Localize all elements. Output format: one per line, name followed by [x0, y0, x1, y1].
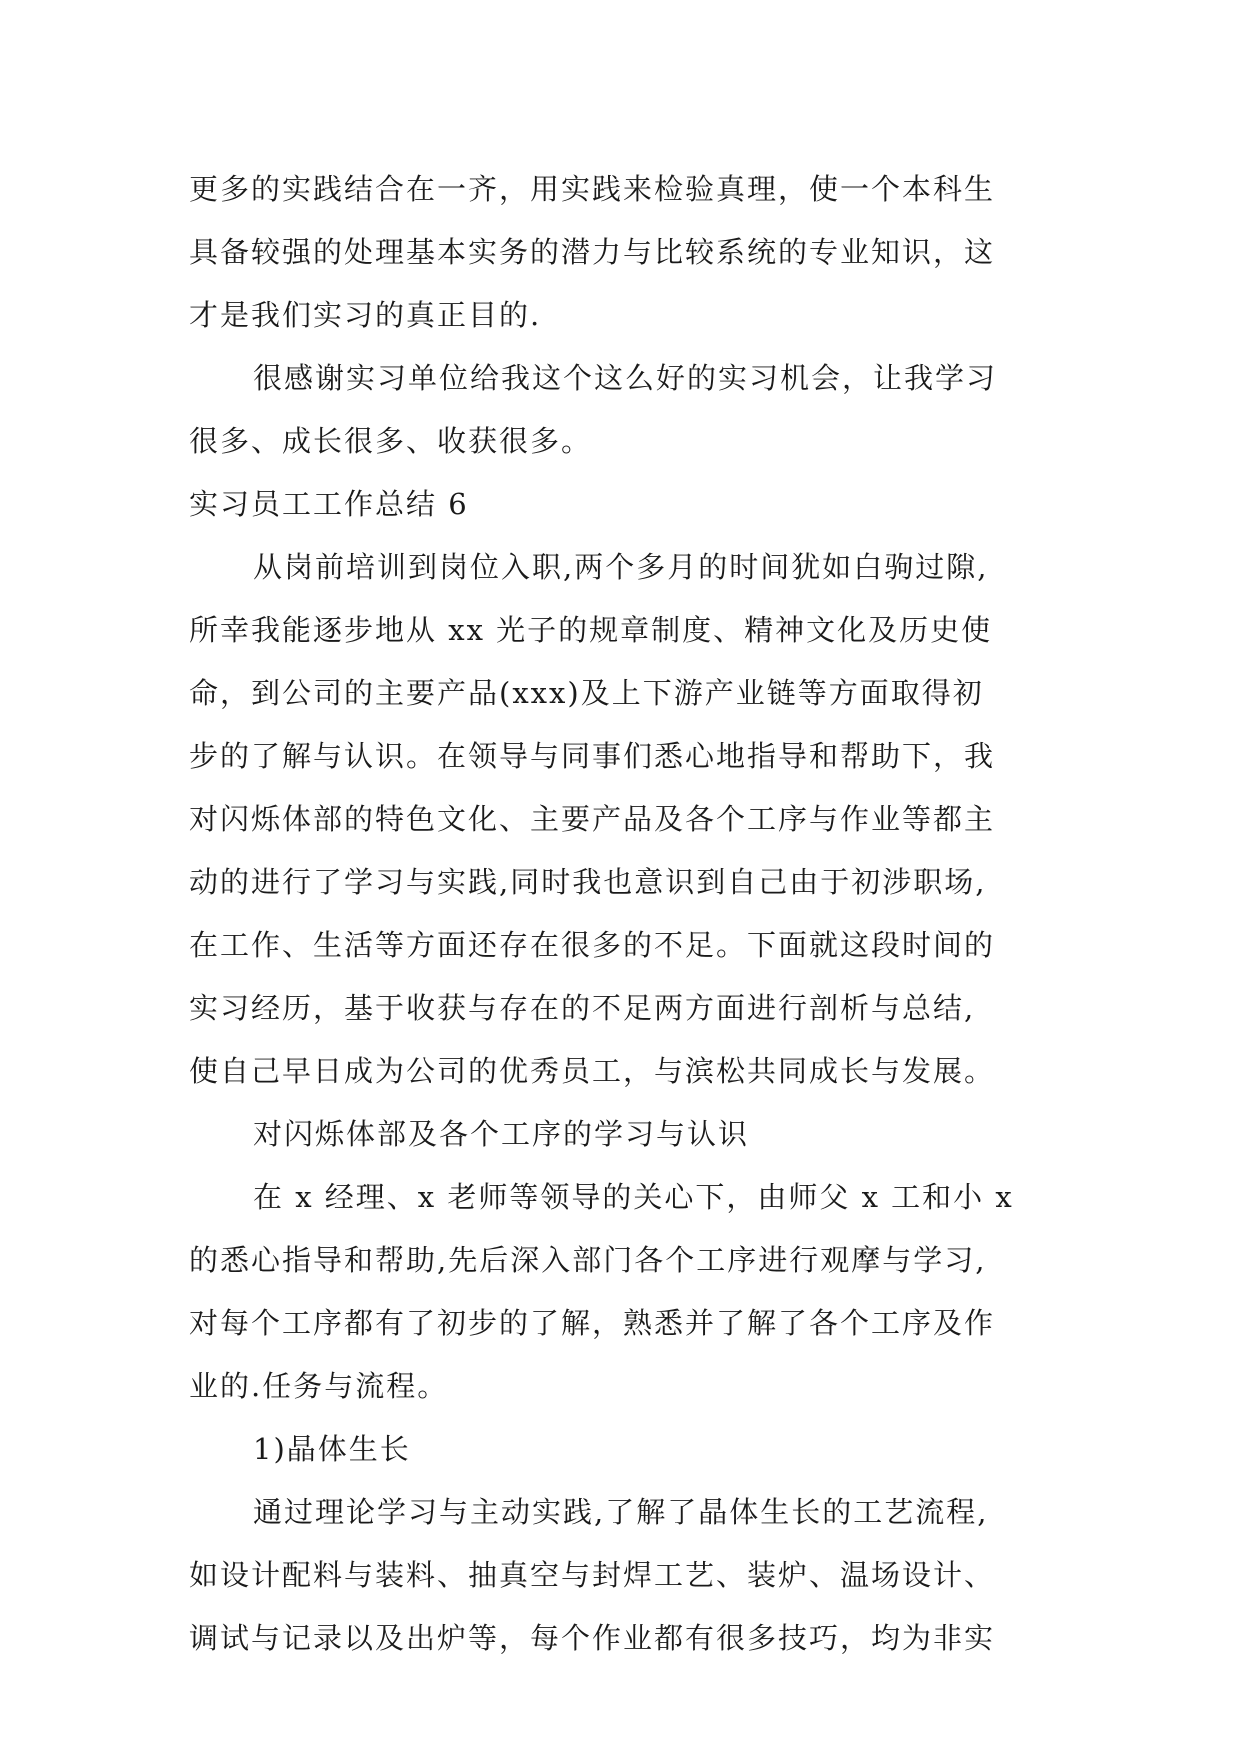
text-line: 对每个工序都有了初步的了解，熟悉并了解了各个工序及作: [189, 1306, 996, 1340]
text-line: 的悉心指导和帮助,先后深入部门各个工序进行观摩与学习,: [189, 1243, 987, 1277]
text-line: 从岗前培训到岗位入职,两个多月的时间犹如白驹过隙,: [253, 550, 989, 584]
text-line: 动的进行了学习与实践,同时我也意识到自己由于初涉职场,: [189, 865, 987, 899]
text-line: 更多的实践结合在一齐，用实践来检验真理，使一个本科生: [189, 172, 996, 206]
document-body: [189, 158, 1059, 1670]
text-line: 通过理论学习与主动实践,了解了晶体生长的工艺流程,: [253, 1495, 989, 1529]
text-line: 对闪烁体部的特色文化、主要产品及各个工序与作业等都主: [189, 802, 996, 836]
subsection-heading: 对闪烁体部及各个工序的学习与认识: [253, 1117, 750, 1151]
text-line: 命，到公司的主要产品(xxx)及上下游产业链等方面取得初: [189, 676, 984, 710]
list-heading: 1)晶体生长: [253, 1432, 411, 1466]
text-line: 使自己早日成为公司的优秀员工，与滨松共同成长与发展。: [189, 1054, 996, 1088]
text-line: 具备较强的处理基本实务的潜力与比较系统的专业知识，这: [189, 235, 996, 269]
text-line: 步的了解与认识。在领导与同事们悉心地指导和帮助下，我: [189, 739, 996, 773]
text-line: 才是我们实习的真正目的.: [189, 298, 542, 332]
text-line: 很多、成长很多、收获很多。: [189, 424, 593, 458]
text-line: 所幸我能逐步地从 xx 光子的规章制度、精神文化及历史使: [189, 613, 993, 647]
text-line: 很感谢实习单位给我这个这么好的实习机会，让我学习: [253, 361, 998, 395]
section-heading: 实习员工工作总结 6: [189, 487, 469, 521]
text-line: 如设计配料与装料、抽真空与封焊工艺、装炉、温场设计、: [189, 1558, 996, 1592]
text-line: 实习经历，基于收获与存在的不足两方面进行剖析与总结,: [189, 991, 976, 1025]
text-line: 调试与记录以及出炉等，每个作业都有很多技巧，均为非实: [189, 1621, 996, 1655]
text-line: 在工作、生活等方面还存在很多的不足。下面就这段时间的: [189, 928, 996, 962]
text-line: 在 x 经理、x 老师等领导的关心下，由师父 x 工和小 x: [253, 1180, 1014, 1214]
text-line: 业的.任务与流程。: [189, 1369, 449, 1403]
